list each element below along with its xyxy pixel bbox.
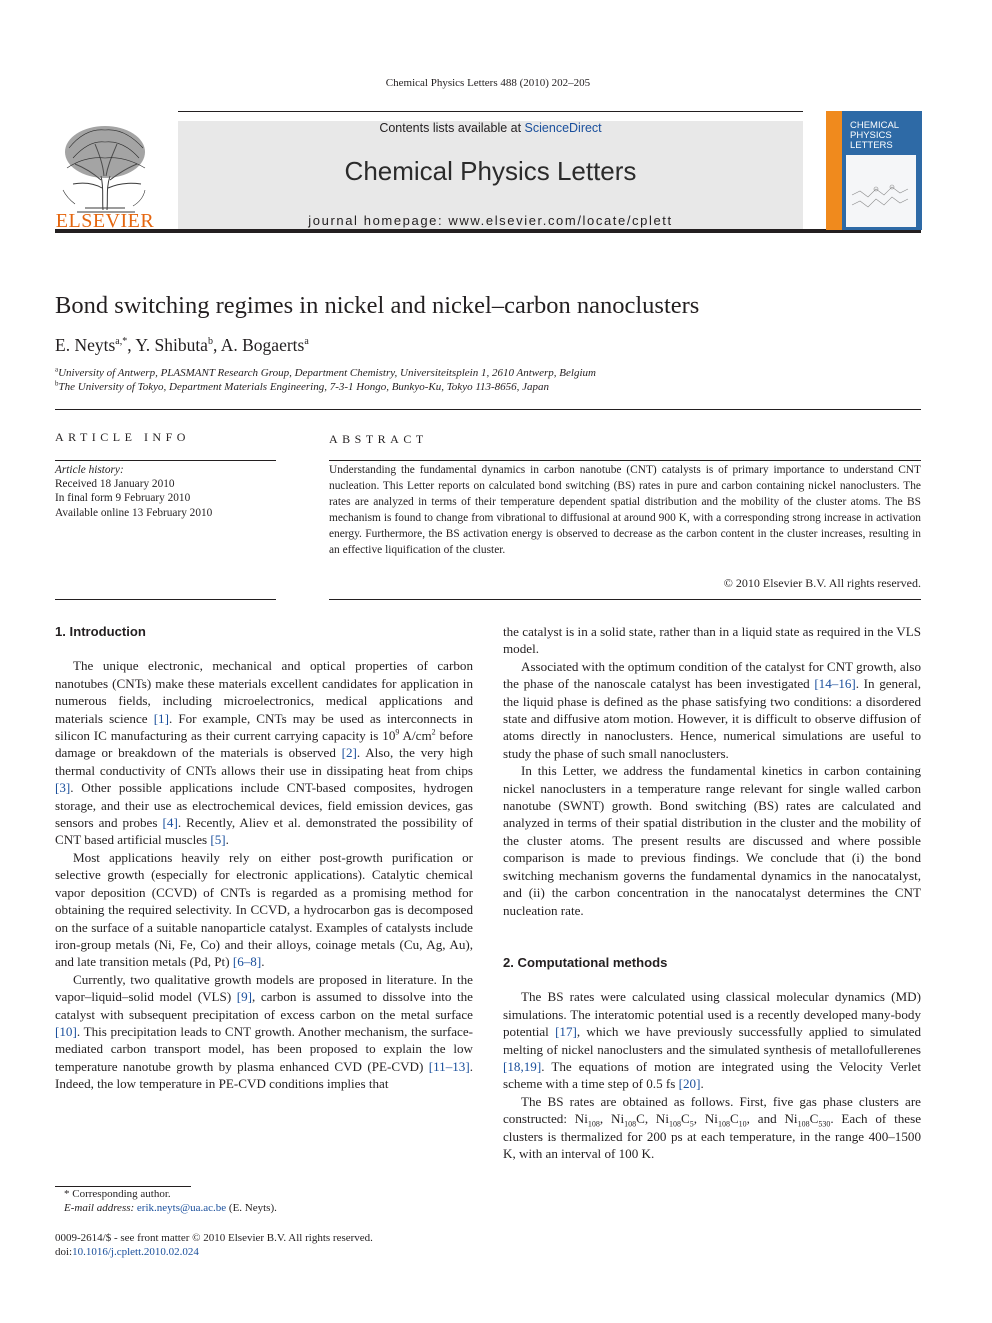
section-heading-introduction: 1. Introduction: [55, 624, 146, 639]
received-date: Received 18 January 2010: [55, 478, 175, 491]
author-name: A. Bogaerts: [220, 335, 305, 355]
citation-link[interactable]: [14–16]: [814, 676, 856, 692]
article-history: [55, 463, 276, 520]
affiliation-text: University of Antwerp, PLASMANT Research Group, Department Chemistry, Universiteitsplein 1, 2610 Antwerp, Belgium: [58, 367, 596, 379]
body-paragraph: The BS rates were calculated using classical molecular dynamics (MD) simulations. The interatomic potential used is a recently developed many-body potential [17], which we have previously successfully applied to simulated melting of nickel nanoclusters and the simulated synthesis of metallofullerenes [18,19]. The equations of motion are integrated using the Velocity Verlet scheme with a time step of 0.5 fs [20].: [503, 989, 921, 1092]
abstract-copyright: © 2010 Elsevier B.V. All rights reserved.: [723, 576, 921, 590]
citation-link[interactable]: [1]: [153, 710, 169, 726]
doi-label: doi:: [55, 1246, 73, 1258]
citation-link[interactable]: [10]: [55, 1023, 77, 1039]
citation-link[interactable]: [4]: [162, 815, 178, 831]
cover-title-line-1: CHEMICAL: [850, 120, 900, 131]
homepage-url[interactable]: www.elsevier.com/locate/cplett: [448, 213, 673, 228]
body-paragraph: Most applications heavily rely on either post-growth purification or selective growth (especially for electronic applications). Catalytic chemical vapor deposition (CCVD) of CNTs is regarded as a promising method for obtaining the required selectivity. In CCVD, a hydrocarbon gas is decomposed on the surface of a suitable nanoparticle catalyst. Examples of catalysts include iron-group metals (Ni, Fe, Co) and their alloys, coinage metals (Cu, Ag, Au), and late transition metals (Pd, Pt) [6–8].: [55, 849, 473, 970]
footnote: [55, 1187, 277, 1215]
homepage-line: [178, 213, 803, 228]
sciencedirect-link[interactable]: ScienceDirect: [524, 121, 602, 135]
corresponding-author-note: * Corresponding author.: [64, 1188, 171, 1200]
email-line: [55, 1201, 277, 1215]
abstract-text: Understanding the fundamental dynamics in carbon nanotube (CNT) catalysts is of primary importance to understand CNT nucleation. This Letter reports on calculated bond switching (BS) rates in pure and carbon containing nickel nanoclusters. The rates are analyzed in terms of their temperature dependent spatial distribution and the mobility of the cluster atoms. The BS mechanism is found to change from vibrational to diffusional at around 900 K, with a corresponding strong increase in activation energy. Furthermore, the BS activation energy is observed to decrease as the carbon content in the cluster increases, resulting in an effective liquification of the cluster.: [329, 464, 921, 556]
homepage-prefix: journal homepage:: [308, 213, 449, 228]
cover-figure: [846, 155, 916, 227]
citation-link[interactable]: [20]: [678, 1076, 701, 1092]
author-name: E. Neyts: [55, 335, 116, 355]
email-link[interactable]: erik.neyts@ua.ac.be: [136, 1202, 227, 1214]
author-affiliation-mark[interactable]: b: [207, 336, 213, 348]
journal-cover-thumbnail[interactable]: [826, 111, 922, 230]
article-info-heading: ARTICLE INFO: [55, 430, 190, 444]
front-matter-line: 0009-2614/$ - see front matter © 2010 Elsevier B.V. All rights reserved.: [55, 1232, 373, 1244]
history-label: Article history:: [55, 464, 124, 476]
email-suffix: (E. Neyts).: [226, 1202, 277, 1214]
cover-orange-strip: [826, 111, 842, 230]
abstract-rule: [329, 460, 921, 461]
journal-reference: Chemical Physics Letters 488 (2010) 202–205: [385, 77, 591, 89]
cover-title-line-2: PHYSICS: [850, 130, 892, 141]
doi-link[interactable]: 10.1016/j.cplett.2010.02.024: [72, 1246, 199, 1258]
citation-link[interactable]: [11–13]: [428, 1058, 470, 1074]
front-matter: [55, 1231, 373, 1259]
affiliation-text: The University of Tokyo, Department Materials Engineering, 7-3-1 Hongo, Bunkyo-Ku, Tokyo 113-8656, Japan: [58, 381, 550, 393]
citation-link[interactable]: [18,19]: [503, 1058, 542, 1074]
affiliation: [55, 381, 549, 393]
cover-title-line-3: LETTERS: [850, 140, 893, 151]
article-info-bottom-rule: [55, 599, 276, 600]
citation-link[interactable]: [6–8]: [232, 954, 262, 970]
author-name: Y. Shibuta: [135, 335, 208, 355]
body-paragraph: The BS rates are obtained as follows. First, five gas phase clusters are constructed: $Ni_{108}$, $Ni_{108}C$, $Ni_{108}C_5$, $Ni_{108}C_{10}$, and $Ni_{108}C_{530}$. Each of these clusters is thermalized for 200 ps at each temperature, in the range 400–1500 K, with an interval of 100 K.: [503, 1093, 922, 1161]
author-list: E. Neyts$^{a,*}$, Y. Shibuta$^b$, A. Bogaerts$^a$: [55, 335, 309, 355]
email-label: E-mail address:: [64, 1202, 137, 1214]
final-form-date: In final form 9 February 2010: [55, 492, 191, 505]
citation-link[interactable]: [2]: [341, 745, 357, 761]
author-affiliation-mark[interactable]: a: [304, 336, 309, 348]
article-info-rule: [55, 460, 276, 461]
abstract-heading: ABSTRACT: [329, 432, 428, 446]
header-bottom-rule: [55, 229, 921, 233]
citation-link[interactable]: [17]: [555, 1024, 577, 1040]
contents-prefix: Contents lists available at: [379, 121, 525, 135]
body-column-left: [55, 623, 473, 1093]
contents-line: [178, 121, 803, 135]
title-rule: [55, 409, 921, 410]
section-heading-computational-methods: 2. Computational methods: [503, 954, 668, 970]
citation-link[interactable]: [5]: [210, 832, 226, 848]
affiliation-mark: b: [55, 379, 59, 388]
body-paragraph: Currently, two qualitative growth models are proposed in literature. In the vapor–liquid–solid model (VLS) [9], carbon is assumed to dissolve into the catalyst with subsequent precipitation of excess carbon on the metal surface [10]. This precipitation leads to CNT growth. Another mechanism, the surface-mediated carbon transport model, has been proposed to explain the low temperature nanotube growth by plasma enhanced CVD (PE-CVD) [11–13]. Indeed, the low temperature in PE-CVD conditions implies that: [55, 971, 473, 1092]
citation-link[interactable]: [9]: [236, 989, 253, 1005]
cover-title: [850, 121, 920, 151]
affiliation: [55, 367, 596, 379]
journal-title: Chemical Physics Letters: [344, 156, 637, 186]
abstract-bottom-rule: [329, 599, 921, 600]
body-column-right: [503, 623, 921, 1162]
online-date: Available online 13 February 2010: [55, 506, 213, 519]
header-top-rule: [178, 111, 803, 112]
author-affiliation-mark[interactable]: a,*: [115, 336, 128, 348]
body-paragraph: Associated with the optimum condition of the catalyst for CNT growth, also the phase of the nanoscale catalyst has been investigated [14–16]. In general, the liquid phase is defined as the phase satisfying two conditions: a disordered state and diffusive atom motion. However, it is difficult to observe diffusion of atoms directly in nanoclusters. Hence, numerical simulations are useful to study the phase of such small nanoclusters.: [503, 658, 921, 761]
affiliation-mark: a: [55, 365, 59, 374]
elsevier-wordmark: ELSEVIER: [55, 210, 155, 232]
doi-line: [55, 1245, 373, 1259]
cover-figure-icon: [846, 155, 916, 227]
body-paragraph: The unique electronic, mechanical and optical properties of carbon nanotubes (CNTs) make these materials excellent candidates for application in numerous fields, including microelectronics, medical applications and materials science [1]. For example, CNTs may be used as interconnects in silicon IC manufacturing as their current carrying capacity is $10^9$ $A/cm^2$ before damage or breakdown of the materials is observed [2]. Also, the very high thermal conductivity of CNTs allows their use in dissipating heat from chips [3]. Other possible applications include CNT-based composites, hydrogen storage, and their use as electrochemical devices, field emission devices, gas sensors and probes [4]. Recently, Aliev et al. demonstrated the possibility of CNT based artificial muscles [5].: [55, 658, 473, 848]
body-paragraph: the catalyst is in a solid state, rather than in a liquid state as required in the VLS model.: [503, 624, 921, 657]
article-title: Bond switching regimes in nickel and nickel–carbon nanoclusters: [55, 292, 700, 319]
citation-link[interactable]: [3]: [55, 780, 71, 796]
body-paragraph: In this Letter, we address the fundamental kinetics in carbon containing nickel nanoclusters in a temperature range relevant for single walled carbon nanotube (SWNT) growth. Bond switching (BS) rates are calculated and analyzed in terms of their spatial distribution in the cluster and the mobility of the cluster atoms. The present results are discussed and where possible comparison is made to previous findings. We conclude that (i) the bond switching mechanism governs the fundamental dynamics in the nanocatalyst, and (ii) the carbon concentration in the nanocatalyst determines the CNT nucleation rate.: [503, 763, 921, 918]
